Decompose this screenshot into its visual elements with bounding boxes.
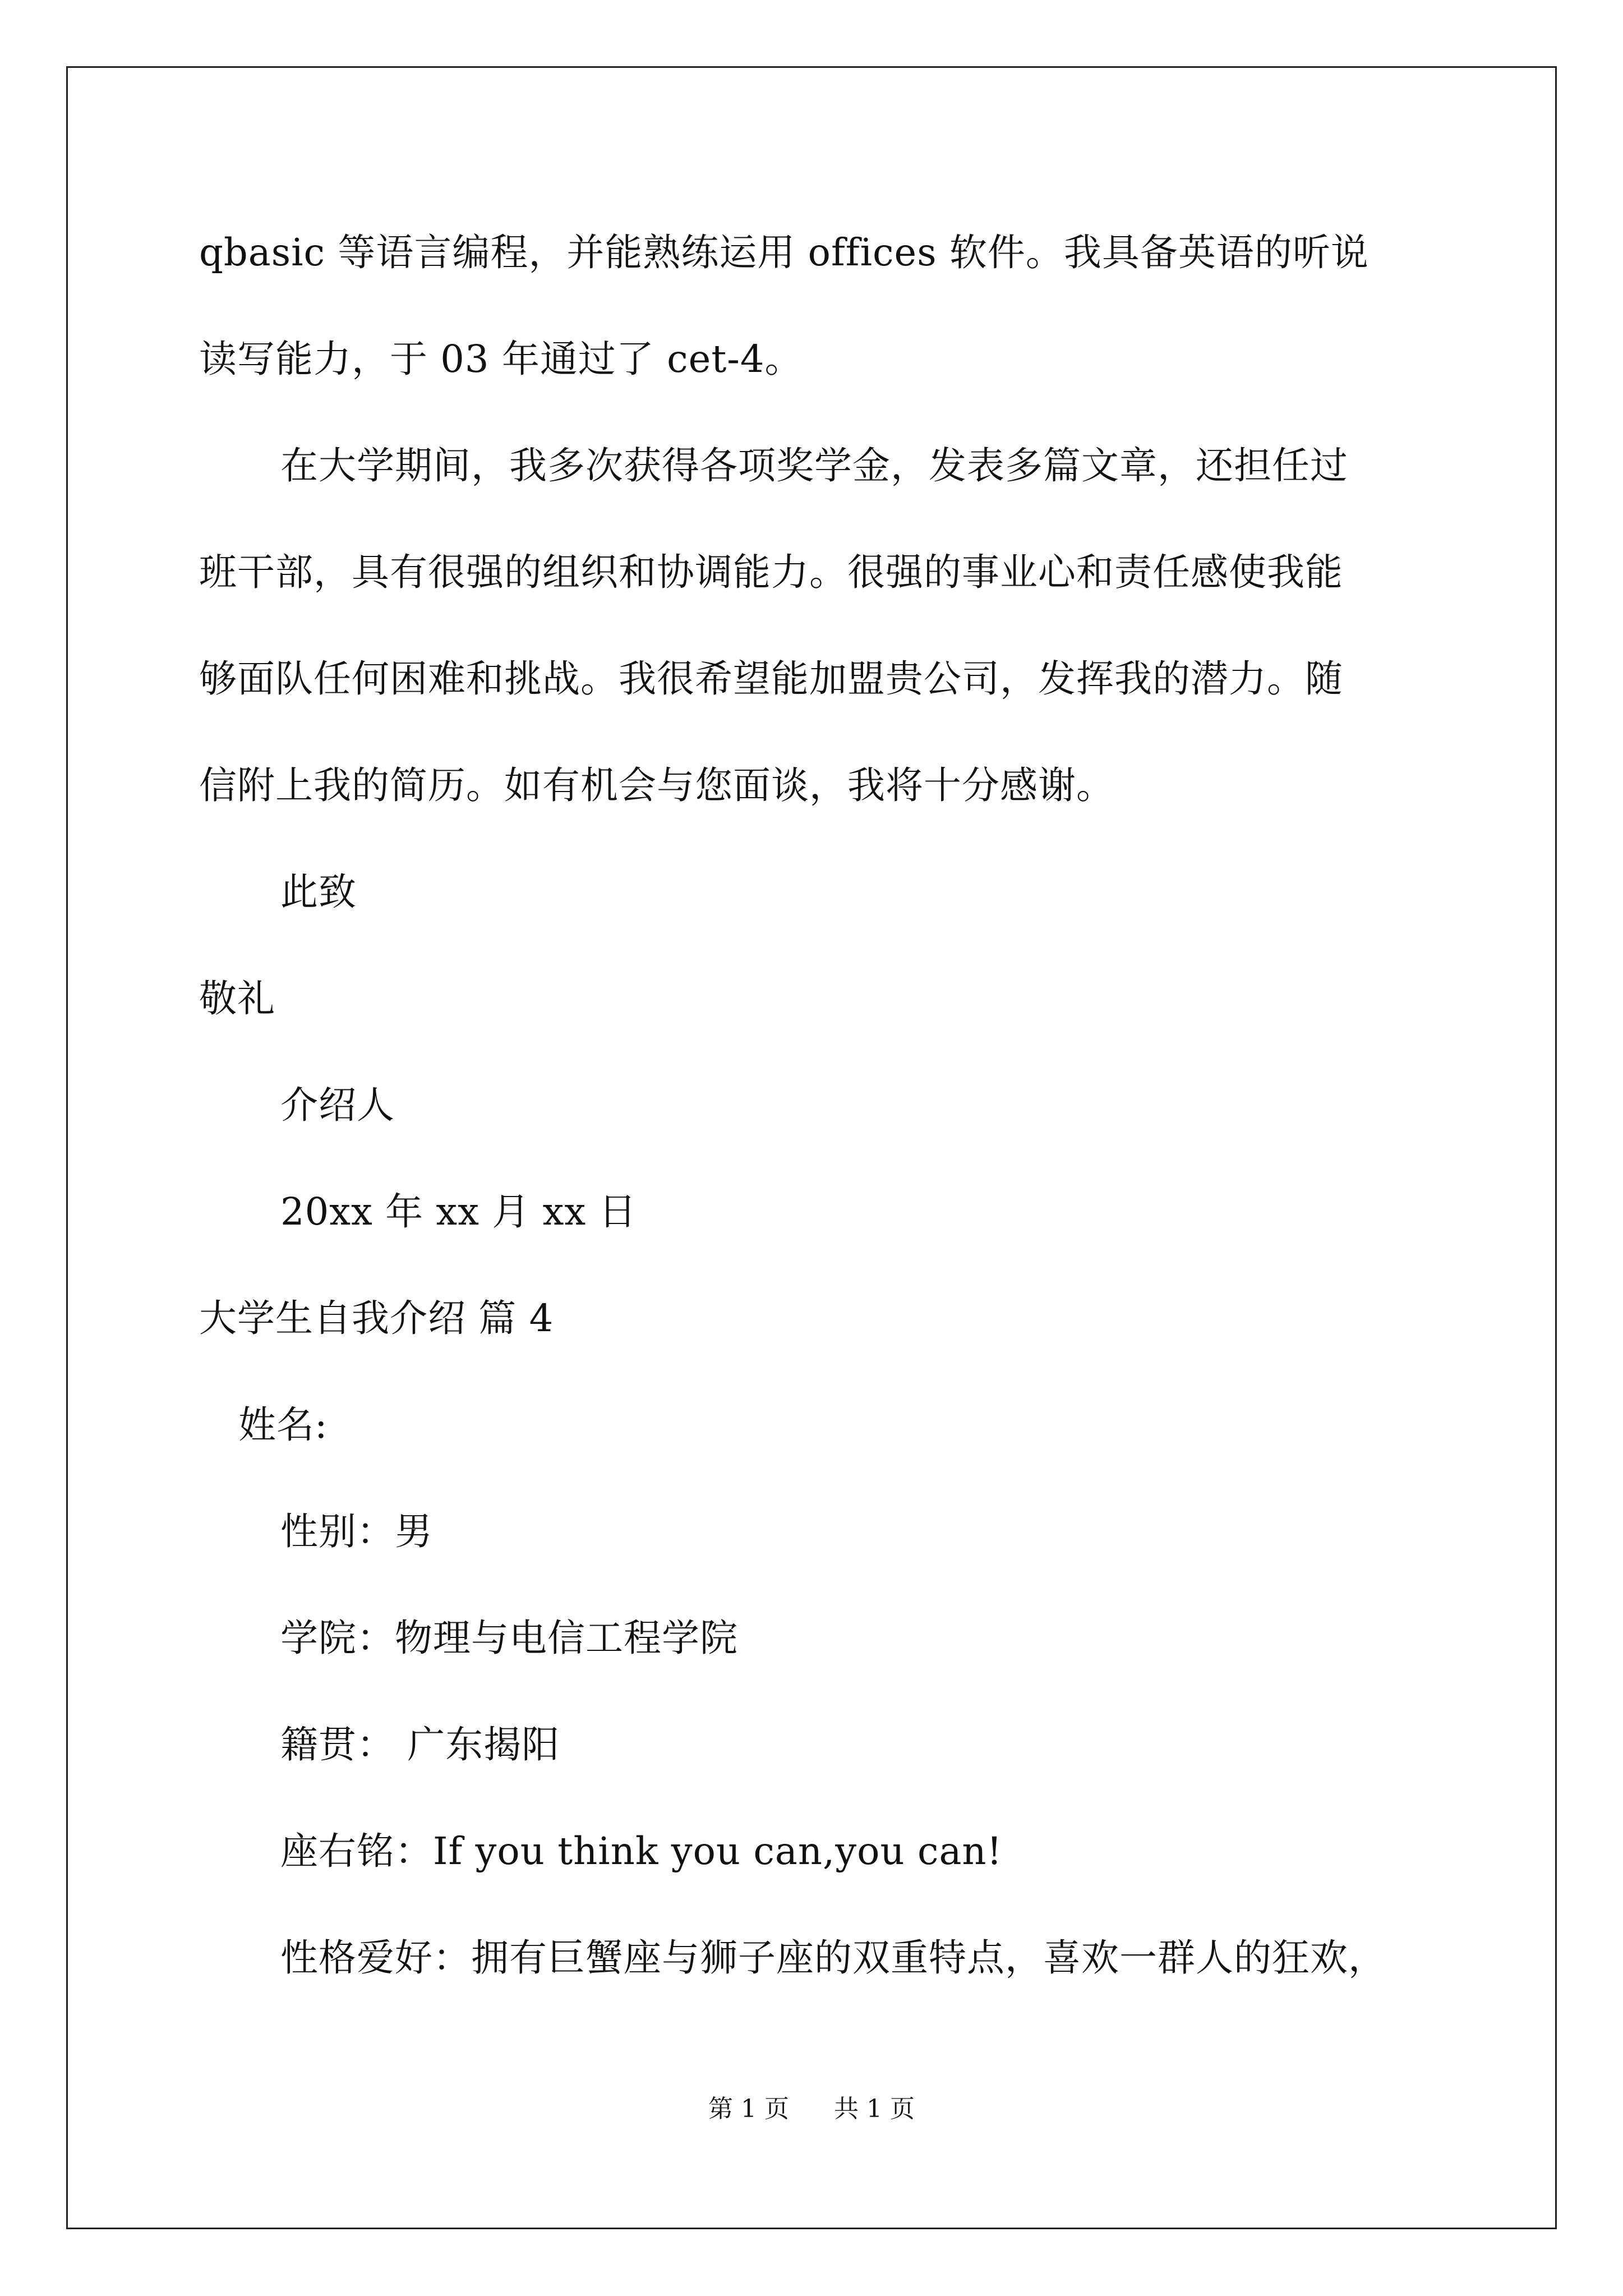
- paragraph-line-6: 信附上我的简历。如有机会与您面谈，我将十分感谢。: [199, 763, 1114, 807]
- motto-field: 座右铭：If you think you can,you can!: [280, 1829, 1003, 1873]
- page-number: 第 1 页: [708, 2095, 789, 2123]
- page-total: 共 1 页: [834, 2095, 915, 2123]
- date-line: 20xx 年 xx 月 xx 日: [280, 1190, 637, 1234]
- personality-field: 性格爱好：拥有巨蟹座与狮子座的双重特点，喜欢一群人的狂欢，: [280, 1936, 1386, 1980]
- paragraph-line-3: 在大学期间，我多次获得各项奖学金，发表多篇文章，还担任过: [280, 444, 1348, 487]
- signature-label: 介绍人: [280, 1083, 395, 1127]
- closing-regards: 敬礼: [199, 977, 275, 1020]
- name-field: 姓名:: [238, 1403, 328, 1447]
- paragraph-line-5: 够面队任何困难和挑战。我很希望能加盟贵公司，发挥我的潜力。随: [199, 657, 1343, 701]
- page-border: [66, 66, 1557, 2229]
- page-footer: [0, 2092, 1623, 2126]
- paragraph-line-4: 班干部，具有很强的组织和协调能力。很强的事业心和责任感使我能: [199, 550, 1343, 594]
- closing-salutation: 此致: [280, 870, 357, 914]
- paragraph-line-1: qbasic 等语言编程，并能熟练运用 offices 软件。我具备英语的听说: [199, 231, 1369, 274]
- hometown-field: 籍贯： 广东揭阳: [280, 1723, 560, 1766]
- paragraph-line-2: 读写能力，于 03 年通过了 cet-4。: [199, 337, 803, 381]
- gender-field: 性别：男: [280, 1510, 433, 1553]
- college-field: 学院：物理与电信工程学院: [280, 1616, 738, 1660]
- section-heading: 大学生自我介绍 篇 4: [199, 1296, 554, 1340]
